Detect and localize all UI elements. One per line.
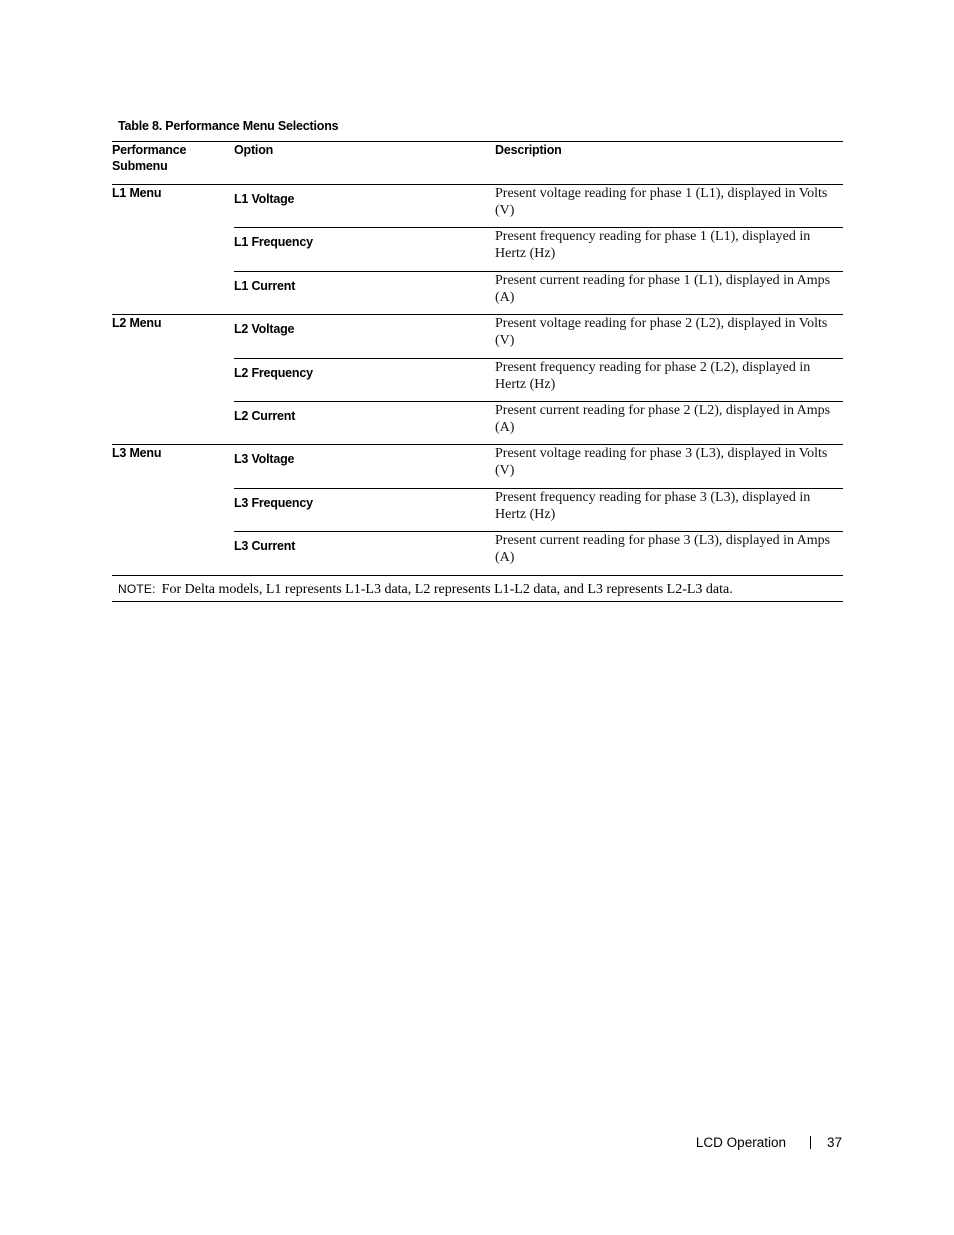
option-cell: L2 Frequency (234, 358, 495, 401)
table-row (112, 185, 843, 228)
option-cell: L1 Voltage (234, 185, 495, 228)
footer-divider (810, 1136, 811, 1149)
footer-section-title: LCD Operation (695, 1135, 786, 1150)
option-cell: L3 Frequency (234, 488, 495, 531)
submenu-l1: L1 Menu (112, 185, 234, 315)
description-cell: Present voltage reading for phase 1 (L1), displayed in Volts (V) (495, 185, 843, 228)
option-cell: L3 Voltage (234, 445, 495, 488)
table-note-row (112, 575, 843, 601)
note-text: For Delta models, L1 represents L1-L3 data, L2 represents L1-L2 data, and L3 represents L2-L3 data. (161, 581, 733, 597)
option-cell: L1 Frequency (234, 228, 495, 271)
note-label: NOTE: (118, 581, 156, 596)
page-footer (696, 1135, 842, 1150)
description-cell: Present current reading for phase 1 (L1), displayed in Amps (A) (495, 271, 843, 314)
submenu-l3: L3 Menu (112, 445, 234, 575)
header-description: Description (495, 143, 562, 157)
option-cell: L2 Current (234, 401, 495, 444)
option-cell: L3 Current (234, 532, 495, 575)
description-cell: Present frequency reading for phase 2 (L2), displayed in Hertz (Hz) (495, 358, 843, 401)
description-cell: Present voltage reading for phase 2 (L2), displayed in Volts (V) (495, 315, 843, 358)
header-performance-submenu: Performance Submenu (112, 143, 187, 173)
table-row (112, 445, 843, 488)
table-note (112, 575, 843, 601)
description-cell: Present frequency reading for phase 3 (L3), displayed in Hertz (Hz) (495, 488, 843, 531)
page-number: 37 (826, 1135, 842, 1150)
description-cell: Present voltage reading for phase 3 (L3), displayed in Volts (V) (495, 445, 843, 488)
description-cell: Present frequency reading for phase 1 (L1), displayed in Hertz (Hz) (495, 228, 843, 271)
table-header-row (112, 142, 843, 185)
description-cell: Present current reading for phase 2 (L2), displayed in Amps (A) (495, 401, 843, 444)
performance-menu-table (112, 141, 843, 602)
description-cell: Present current reading for phase 3 (L3), displayed in Amps (A) (495, 532, 843, 575)
table-caption: Table 8. Performance Menu Selections (118, 119, 339, 133)
table-row (112, 315, 843, 358)
submenu-l2: L2 Menu (112, 315, 234, 445)
option-cell: L1 Current (234, 271, 495, 314)
option-cell: L2 Voltage (234, 315, 495, 358)
header-option: Option (234, 143, 274, 157)
